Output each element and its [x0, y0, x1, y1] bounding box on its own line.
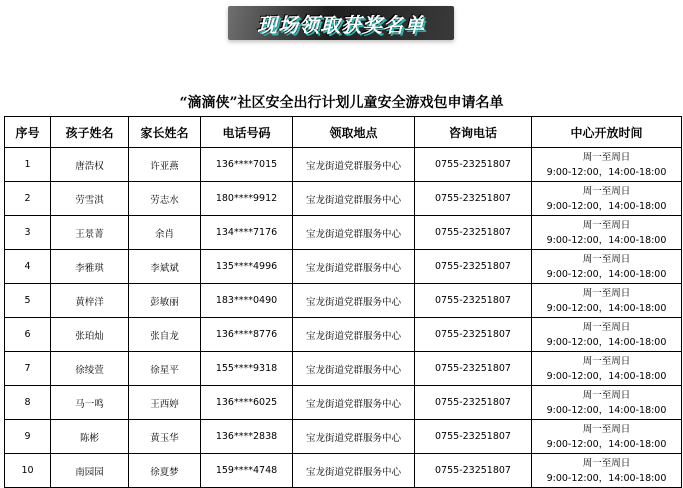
open-days: 周一至周日 [582, 355, 631, 367]
cell-index: 6 [5, 318, 51, 352]
table-row [5, 250, 682, 284]
cell-parent-name: 劳志水 [129, 182, 201, 216]
table-row [5, 182, 682, 216]
open-days: 周一至周日 [582, 185, 631, 197]
open-days: 周一至周日 [582, 287, 631, 299]
cell-pickup-location: 宝龙街道党群服务中心 [293, 386, 415, 420]
cell-child-name: 陈彬 [51, 420, 129, 454]
column-header-parent: 家长姓名 [129, 117, 201, 148]
cell-parent-name: 许亚燕 [129, 148, 201, 182]
cell-child-name: 黄梓洋 [51, 284, 129, 318]
cell-parent-name: 徐夏梦 [129, 454, 201, 488]
banner-title: 现场领取获奖名单 [257, 12, 425, 37]
cell-pickup-location: 宝龙街道党群服务中心 [293, 216, 415, 250]
cell-child-name: 南园园 [51, 454, 129, 488]
cell-open-hours [532, 386, 682, 420]
table-row [5, 148, 682, 182]
table-row [5, 454, 682, 488]
cell-parent-name: 黄玉华 [129, 420, 201, 454]
cell-hotline: 0755-23251807 [415, 318, 532, 352]
cell-phone: 136****8776 [201, 318, 293, 352]
cell-phone: 180****9912 [201, 182, 293, 216]
cell-child-name: 马一鸣 [51, 386, 129, 420]
cell-child-name: 张珀灿 [51, 318, 129, 352]
cell-hotline: 0755-23251807 [415, 148, 532, 182]
cell-child-name: 唐浩权 [51, 148, 129, 182]
column-header-location: 领取地点 [293, 117, 415, 148]
table-row [5, 318, 682, 352]
cell-hotline: 0755-23251807 [415, 182, 532, 216]
cell-child-name: 徐绫萱 [51, 352, 129, 386]
applicant-table [4, 116, 682, 488]
table-row [5, 420, 682, 454]
cell-parent-name: 彭敏丽 [129, 284, 201, 318]
table-body [5, 148, 682, 488]
column-header-hours: 中心开放时间 [532, 117, 682, 148]
cell-index: 8 [5, 386, 51, 420]
cell-parent-name: 王西婷 [129, 386, 201, 420]
cell-open-hours [532, 148, 682, 182]
cell-open-hours [532, 352, 682, 386]
open-times: 9:00-12:00，14:00-18:00 [546, 336, 667, 348]
cell-hotline: 0755-23251807 [415, 216, 532, 250]
cell-hotline: 0755-23251807 [415, 454, 532, 488]
header-banner [228, 6, 454, 40]
open-times: 9:00-12:00，14:00-18:00 [546, 370, 667, 382]
open-days: 周一至周日 [582, 151, 631, 163]
cell-pickup-location: 宝龙街道党群服务中心 [293, 454, 415, 488]
cell-phone: 183****0490 [201, 284, 293, 318]
column-header-phone: 电话号码 [201, 117, 293, 148]
cell-index: 4 [5, 250, 51, 284]
cell-open-hours [532, 216, 682, 250]
open-times: 9:00-12:00，14:00-18:00 [546, 404, 667, 416]
cell-child-name: 劳雪淇 [51, 182, 129, 216]
open-times: 9:00-12:00，14:00-18:00 [546, 302, 667, 314]
open-days: 周一至周日 [582, 219, 631, 231]
cell-child-name: 王景菁 [51, 216, 129, 250]
table-row [5, 284, 682, 318]
cell-index: 2 [5, 182, 51, 216]
cell-index: 9 [5, 420, 51, 454]
table-header-row [5, 117, 682, 148]
cell-phone: 159****4748 [201, 454, 293, 488]
open-times: 9:00-12:00，14:00-18:00 [546, 472, 667, 484]
table-row [5, 386, 682, 420]
column-header-index: 序号 [5, 117, 51, 148]
cell-index: 7 [5, 352, 51, 386]
cell-phone: 134****7176 [201, 216, 293, 250]
open-times: 9:00-12:00，14:00-18:00 [546, 166, 667, 178]
cell-hotline: 0755-23251807 [415, 352, 532, 386]
cell-pickup-location: 宝龙街道党群服务中心 [293, 352, 415, 386]
open-days: 周一至周日 [582, 457, 631, 469]
cell-index: 3 [5, 216, 51, 250]
cell-index: 1 [5, 148, 51, 182]
cell-phone: 155****9318 [201, 352, 293, 386]
table-row [5, 216, 682, 250]
open-times: 9:00-12:00，14:00-18:00 [546, 200, 667, 212]
table-row [5, 352, 682, 386]
cell-pickup-location: 宝龙街道党群服务中心 [293, 318, 415, 352]
cell-hotline: 0755-23251807 [415, 386, 532, 420]
cell-open-hours [532, 250, 682, 284]
cell-open-hours [532, 318, 682, 352]
cell-index: 10 [5, 454, 51, 488]
cell-open-hours [532, 182, 682, 216]
cell-pickup-location: 宝龙街道党群服务中心 [293, 148, 415, 182]
open-times: 9:00-12:00，14:00-18:00 [546, 234, 667, 246]
cell-parent-name: 徐星平 [129, 352, 201, 386]
cell-pickup-location: 宝龙街道党群服务中心 [293, 182, 415, 216]
cell-child-name: 李雅琪 [51, 250, 129, 284]
open-times: 9:00-12:00，14:00-18:00 [546, 438, 667, 450]
cell-hotline: 0755-23251807 [415, 284, 532, 318]
open-days: 周一至周日 [582, 321, 631, 333]
cell-open-hours [532, 284, 682, 318]
cell-phone: 136****2838 [201, 420, 293, 454]
column-header-child: 孩子姓名 [51, 117, 129, 148]
open-times: 9:00-12:00，14:00-18:00 [546, 268, 667, 280]
cell-open-hours [532, 454, 682, 488]
cell-phone: 135****4996 [201, 250, 293, 284]
cell-pickup-location: 宝龙街道党群服务中心 [293, 420, 415, 454]
open-days: 周一至周日 [582, 423, 631, 435]
cell-pickup-location: 宝龙街道党群服务中心 [293, 250, 415, 284]
open-days: 周一至周日 [582, 389, 631, 401]
cell-hotline: 0755-23251807 [415, 420, 532, 454]
cell-open-hours [532, 420, 682, 454]
table-title: “滴滴侠”社区安全出行计划儿童安全游戏包申请名单 [179, 95, 504, 111]
cell-parent-name: 李斌斌 [129, 250, 201, 284]
cell-phone: 136****7015 [201, 148, 293, 182]
column-header-hotline: 咨询电话 [415, 117, 532, 148]
cell-hotline: 0755-23251807 [415, 250, 532, 284]
cell-parent-name: 张自龙 [129, 318, 201, 352]
open-days: 周一至周日 [582, 253, 631, 265]
cell-phone: 136****6025 [201, 386, 293, 420]
cell-parent-name: 余肖 [129, 216, 201, 250]
cell-pickup-location: 宝龙街道党群服务中心 [293, 284, 415, 318]
cell-index: 5 [5, 284, 51, 318]
